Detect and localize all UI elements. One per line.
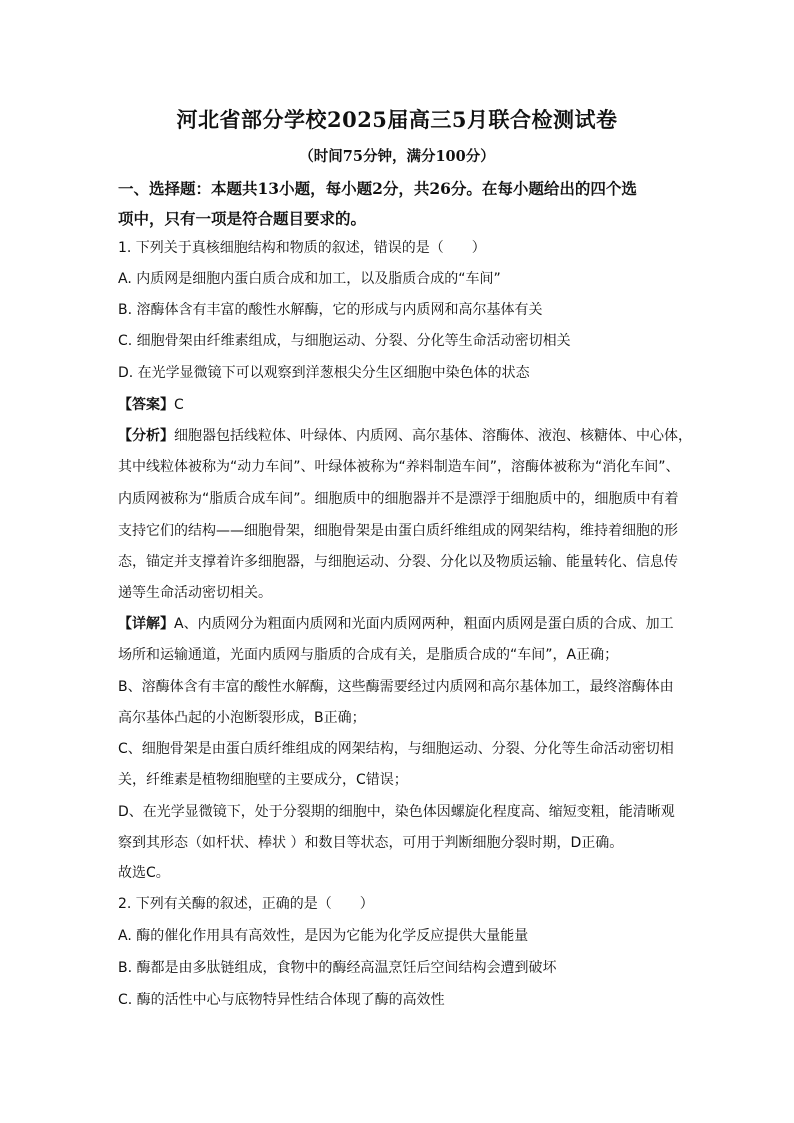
- question-1-answer: [118, 394, 184, 414]
- analysis-line-1: [118, 425, 692, 445]
- analysis-text: 细胞器包括线粒体、叶绿体、内质网、高尔基体、溶酶体、液泡、核糖体、中心体，: [174, 428, 692, 444]
- detail-line-9: 故选C。: [118, 865, 170, 881]
- analysis-line-6: 递等生命活动密切相关。: [118, 585, 272, 601]
- question-1-option-a: A. 内质网是细胞内蛋白质合成和加工，以及脂质合成的“车间”: [118, 271, 501, 287]
- analysis-line-4: 支持它们的结构——细胞骨架，细胞骨架是由蛋白质纤维组成的网架结构，维持着细胞的形: [118, 523, 678, 539]
- question-1-stem: 1. 下列关于真核细胞结构和物质的叙述，错误的是（ ）: [118, 240, 486, 256]
- page-subtitle: （时间75分钟，满分100分）: [299, 148, 495, 165]
- question-1-option-d: D. 在光学显微镜下可以观察到洋葱根尖分生区细胞中染色体的状态: [118, 365, 530, 381]
- question-2-option-b: B. 酶都是由多肽链组成，食物中的酶经高温烹饪后空间结构会遭到破坏: [118, 960, 557, 976]
- analysis-line-5: 态，锚定并支撑着许多细胞器，与细胞运动、分裂、分化以及物质运输、能量转化、信息传: [118, 554, 678, 570]
- detail-line-4: 高尔基体凸起的小泡断裂形成，B正确；: [118, 710, 366, 726]
- detail-text: A、内质网分为粗面内质网和光面内质网两种，粗面内质网是蛋白质的合成、加工: [174, 616, 674, 632]
- detail-line-1: [118, 613, 674, 633]
- question-2-option-a: A. 酶的催化作用具有高效性，是因为它能为化学反应提供大量能量: [118, 928, 529, 944]
- analysis-tag: 【分析】: [118, 428, 174, 444]
- answer-tag: 【答案】: [118, 397, 174, 413]
- page-title: 河北省部分学校2025届高三5月联合检测试卷: [176, 107, 618, 132]
- detail-line-6: 关，纤维素是植物细胞壁的主要成分，C错误；: [118, 772, 408, 788]
- question-1-option-c: C. 细胞骨架由纤维素组成，与细胞运动、分裂、分化等生命活动密切相关: [118, 333, 571, 349]
- detail-line-3: B、溶酶体含有丰富的酸性水解酶，这些酶需要经过内质网和高尔基体加工，最终溶酶体由: [118, 679, 674, 695]
- section-heading-line-1: 一、选择题：本题共13小题，每小题2分，共26分。在每小题给出的四个选: [118, 179, 637, 198]
- question-2-stem: 2. 下列有关酶的叙述，正确的是（ ）: [118, 896, 374, 912]
- question-1-option-b: B. 溶酶体含有丰富的酸性水解酶，它的形成与内质网和高尔基体有关: [118, 302, 543, 318]
- detail-tag: 【详解】: [118, 616, 174, 632]
- analysis-line-3: 内质网被称为“脂质合成车间”。细胞质中的细胞器并不是漂浮于细胞质中的，细胞质中有着: [118, 491, 679, 507]
- detail-line-2: 场所和运输通道，光面内质网与脂质的合成有关，是脂质合成的“车间”，A正确；: [118, 647, 619, 663]
- analysis-line-2: 其中线粒体被称为“动力车间”、叶绿体被称为“养料制造车间”，溶酶体被称为“消化车间”、: [118, 459, 680, 475]
- detail-line-8: 察到其形态（如杆状、棒状 ）和数目等状态，可用于判断细胞分裂时期，D正确。: [118, 835, 624, 851]
- section-heading-line-2: 项中，只有一项是符合题目要求的。: [118, 209, 367, 228]
- answer-value: C: [174, 397, 184, 413]
- detail-line-7: D、在光学显微镜下，处于分裂期的细胞中，染色体因螺旋化程度高、缩短变粗，能清晰观: [118, 804, 675, 820]
- question-2-option-c: C. 酶的活性中心与底物特异性结合体现了酶的高效性: [118, 992, 445, 1008]
- detail-line-5: C、细胞骨架是由蛋白质纤维组成的网架结构，与细胞运动、分裂、分化等生命活动密切相: [118, 741, 674, 757]
